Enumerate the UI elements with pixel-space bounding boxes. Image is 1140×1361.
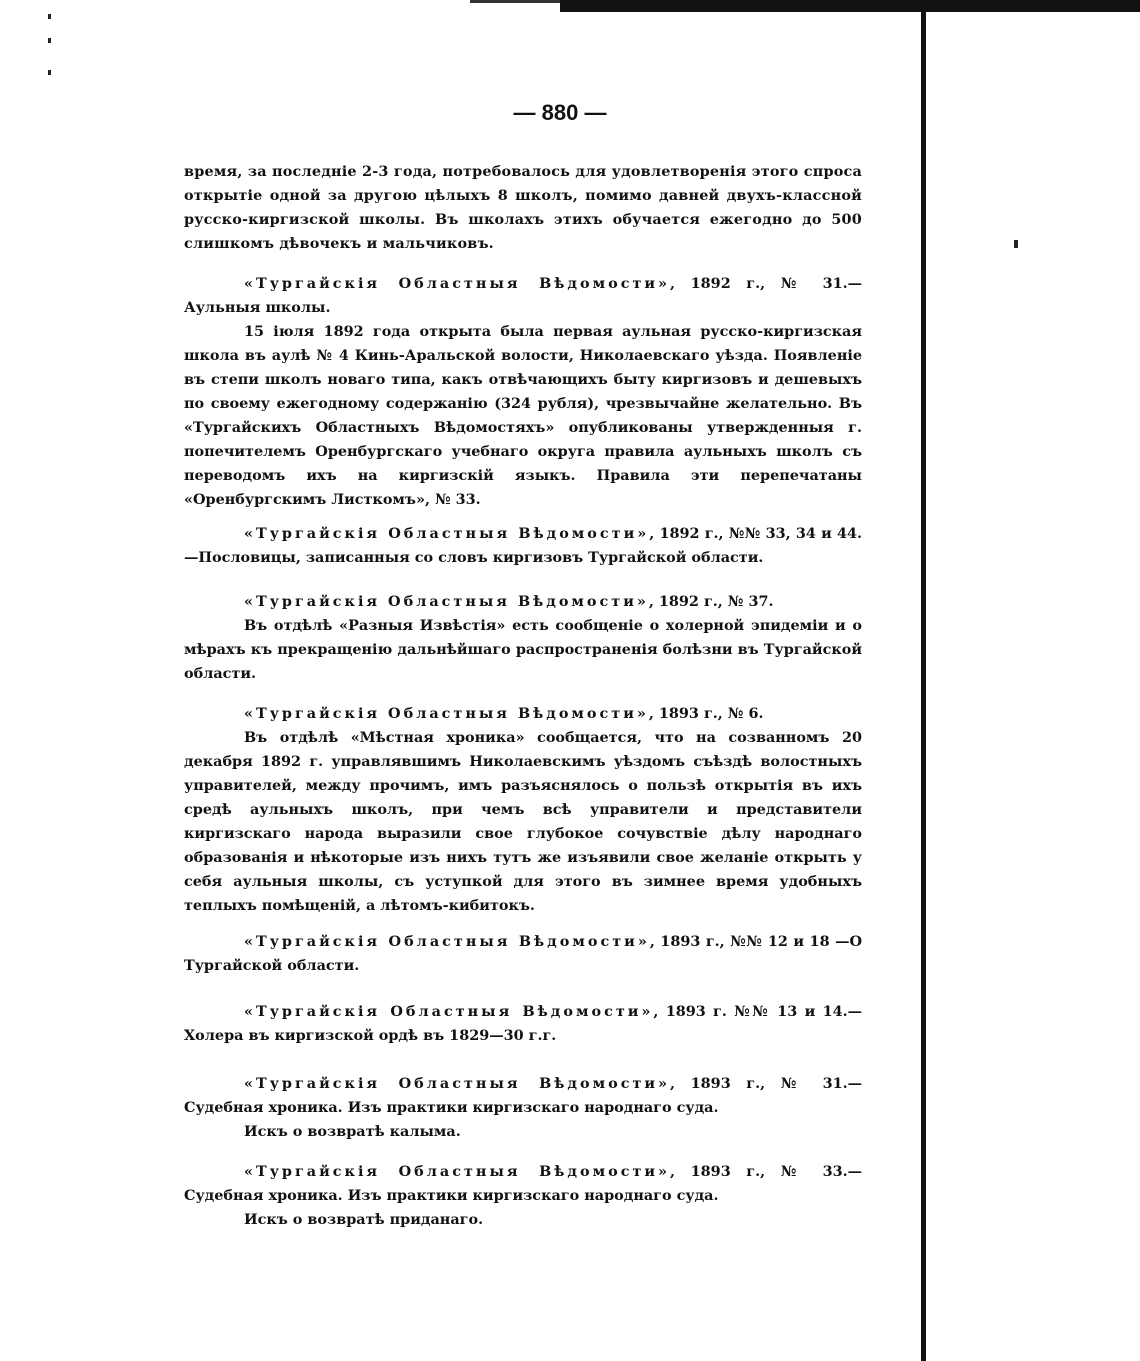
entry-title: «Тургайскія Областныя Вѣдомости» [244, 1075, 671, 1092]
entry-title: «Тургайскія Областныя Вѣдомости» [244, 275, 671, 292]
entry-ref: , 1892 г., № 31.—Аульныя школы. [184, 275, 863, 316]
entry-6 [184, 1000, 862, 1048]
entry-body: Искъ о возвратѣ калыма. [244, 1123, 461, 1140]
scan-speck [48, 70, 51, 75]
entry-title: «Тургайскія Областныя Вѣдомости» [244, 593, 649, 610]
entry-8 [184, 1160, 862, 1232]
entry-ref: , 1893 г. №№ 13 и 14.—Холера въ киргизской ордѣ въ 1829—30 г.г. [184, 1003, 862, 1044]
entry-2 [184, 522, 862, 570]
page-edge-line [921, 10, 926, 1361]
scan-speck [48, 38, 51, 43]
entry-4 [184, 702, 862, 918]
entry-title: «Тургайскія Областныя Вѣдомости» [244, 933, 650, 950]
entry-ref: , 1892 г., №№ 33, 34 и 44.—Пословицы, записанныя со словъ киргизовъ Тургайской области. [184, 525, 863, 566]
entry-body: Въ отдѣлѣ «Разныя Извѣстія» есть сообщеніе о холерной эпидеміи и о мѣрахъ къ прекращенію дальнѣйшаго распространенія болѣзни въ Тургайской области. [184, 617, 862, 682]
entry-1 [184, 272, 862, 512]
entry-title: «Тургайскія Областныя Вѣдомости» [244, 705, 649, 722]
entry-ref: , 1893 г., № 31.—Судебная хроника. Изъ практики киргизскаго народнаго суда. [184, 1075, 863, 1116]
entry-body: Искъ о возвратѣ приданаго. [244, 1211, 484, 1228]
entry-7 [184, 1072, 862, 1144]
entry-3 [184, 590, 862, 686]
entry-5 [184, 930, 862, 978]
scan-speck [1014, 240, 1018, 248]
entry-ref: , 1893 г., № 6. [648, 705, 764, 722]
entry-ref: , 1893 г., № 33.—Судебная хроника. Изъ практики киргизскаго народнаго суда. [184, 1163, 863, 1204]
top-border [560, 0, 1140, 12]
entry-title: «Тургайскія Областныя Вѣдомости» [244, 1003, 654, 1020]
top-border-thin [470, 0, 570, 3]
entry-ref: , 1892 г., № 37. [648, 593, 774, 610]
intro-paragraph: время, за последніе 2-3 года, потребовалось для удовлетворенія этого спроса открытіе одной за другою цѣлыхъ 8 школъ, помимо давней двухъ-классной русско-киргизской школы. Въ школахъ этихъ обучается ежегодно до 500 слишкомъ дѣвочекъ и мальчиковъ. [184, 163, 862, 252]
scan-speck [48, 14, 51, 19]
page-number: — 880 — [513, 100, 607, 125]
entry-ref: , 1893 г., №№ 12 и 18 —О Тургайской области. [184, 933, 863, 974]
entry-body: 15 іюля 1892 года открыта была первая аульная русско-киргизская школа въ аулѣ № 4 Кинь-Аральской волости, Николаевскаго уѣзда. Появленіе въ степи школъ новаго типа, какъ отвѣчающихъ быту киргизовъ и дешевыхъ по своему ежегодному содержанію (324 рубля), чрезвычайне желательно. Въ «Тургайскихъ Областныхъ Вѣдомостяхъ» опубликованы утвержденныя г. попечителемъ Оренбургскаго учебнаго округа правила аульныхъ школъ съ переводомъ ихъ на киргизскій языкъ. Правила эти перепечатаны «Оренбургскимъ Листкомъ», № 33. [184, 323, 862, 508]
entry-title: «Тургайскія Областныя Вѣдомости» [244, 1163, 671, 1180]
entry-title: «Тургайскія Областныя Вѣдомости» [244, 525, 650, 542]
entry-body: Въ отдѣлѣ «Мѣстная хроника» сообщается, что на созванномъ 20 декабря 1892 г. управлявшимъ Николаевскимъ уѣздомъ съѣздѣ волостныхъ управителей, между прочимъ, имъ разъяснялось о пользѣ открытія въ ихъ средѣ аульныхъ школъ, при чемъ всѣ управители и представители киргизскаго народа выразили свое глубокое сочувствіе дѣлу народнаго образованія и нѣкоторые изъ нихъ тутъ же изъявили свое желаніе открыть у себя аульныя школы, съ уступкой для этого въ зимнее время удобныхъ теплыхъ помѣщеній, а лѣтомъ-кибитокъ. [184, 729, 862, 914]
